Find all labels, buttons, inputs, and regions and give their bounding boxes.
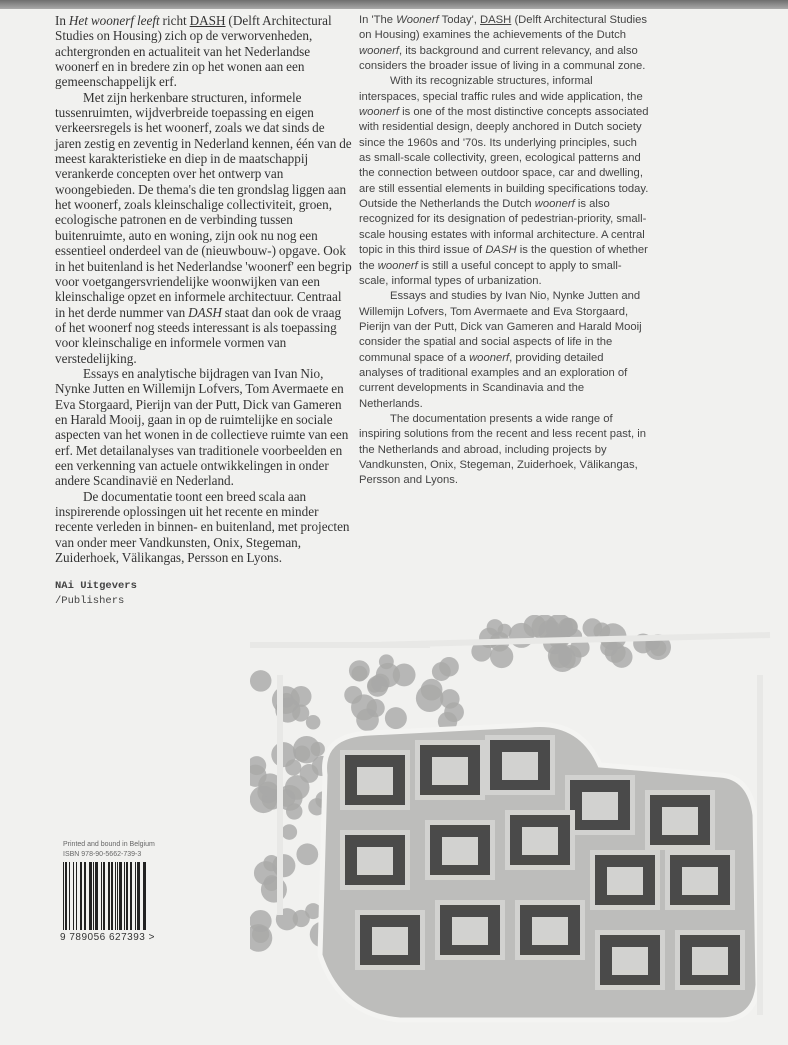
italic-text: woonerf	[359, 106, 400, 119]
text-segment: In 'The	[359, 14, 397, 26]
isbn: ISBN 978-90-5662-739-3	[63, 851, 142, 858]
barcode-bar	[63, 862, 64, 930]
text-segment: (Delft Architectural Studies on Housing) zich op de verworvenheden, achtergronden en actualiteit van het Nederlandse woonerf en in bredere zin op het wonen aan een gemeenschappelijk erf.	[55, 13, 332, 90]
barcode-bar	[117, 862, 118, 930]
tree	[250, 670, 271, 692]
tree	[490, 645, 513, 668]
text-segment: Today',	[438, 14, 481, 26]
paragraph	[359, 13, 651, 74]
text-segment: staat dan ook de vraag of het woonerf nog steeds interessant is als toepassing voor kleinschalige en informele vormen van verstedelijking.	[55, 304, 342, 366]
text-segment: , its background and current relevancy, and also considers the broader issue of living in a communal zone.	[359, 44, 646, 73]
text-segment: (Delft Architectural Studies on Housing) examines the achievements of the Dutch	[359, 14, 647, 42]
barcode-bar	[108, 862, 110, 930]
tree	[296, 844, 318, 866]
print-info	[63, 840, 155, 860]
text-segment: Essays en analytische bijdragen van Ivan Nio, Nynke Jutten en Willemijn Lofvers, Tom Avermaete en Eva Storgaard, Pierijn van der Putt, Dick van Gameren en Harald Mooij, gaan in op de ruimtelijke en sociale aspecten van het wonen in de collectieve ruimte van een erf. Met detailanalyses van traditionele voorbeelden en een verkenning van actuele ontwikkelingen in onder andere Scandinavië en Nederland.	[55, 365, 349, 489]
tree	[393, 664, 416, 687]
barcode-bar	[137, 862, 140, 930]
text-segment: De documentatie toont een breed scala aan inspirerende oplossingen uit het recente en minder recente verleden in binnen- en buitenland, met projecten van onder meer Vandkunsten, Onix, Stegeman, Zuiderhoek, Välikangas, Persson en Lyons.	[55, 488, 350, 566]
housing-block	[355, 875, 395, 885]
paragraph	[55, 90, 352, 366]
housing-block	[660, 835, 700, 845]
tree	[385, 708, 407, 730]
barcode-bar	[115, 862, 116, 930]
paragraph	[359, 74, 651, 289]
tree	[548, 644, 572, 668]
paragraph	[359, 412, 651, 489]
tree	[252, 926, 269, 943]
barcode-bar	[103, 862, 105, 930]
left-block	[55, 13, 352, 609]
underlined-text: DASH	[480, 14, 512, 26]
housing-block	[500, 780, 540, 790]
barcode-bar	[111, 862, 113, 930]
barcode-bar	[73, 862, 74, 930]
text-segment: is the question of whether the	[359, 244, 648, 272]
text-segment: The documentation presents a wide range of inspiring solutions from the recent and less recent past, in the Netherlands and abroad, including projects by Vandkunsten, Onix, Stegeman, Zuiderhoek, Välikangas, Persson and Lyons.	[359, 412, 647, 487]
tree	[371, 674, 389, 692]
text-segment: richt	[159, 13, 190, 28]
housing-block	[580, 820, 620, 830]
text-segment: Essays and studies by Ivan Nio, Nynke Jutten and Willemijn Lofvers, Tom Avermaete and Eva Storgaard, Pierijn van der Putt, Dick van Gameren and Harald Mooij consider the spatial and social aspects of life in the communal space of a	[359, 290, 642, 364]
printed-in: Printed and bound in Belgium	[63, 841, 155, 848]
housing-block	[370, 955, 410, 965]
housing-block	[690, 975, 730, 985]
tree	[311, 742, 325, 756]
underlined-text: DASH	[189, 13, 226, 28]
tree	[605, 642, 626, 663]
barcode-digits: 9 789056 627393 >	[60, 932, 155, 943]
text-segment: In	[55, 13, 69, 28]
dutch-blurb	[55, 13, 352, 565]
italic-text: DASH	[188, 304, 222, 320]
publisher-imprint	[55, 579, 352, 609]
italic-text: woonerf	[469, 351, 510, 364]
barcode-bar	[84, 862, 86, 930]
site-plan-image	[250, 615, 780, 1045]
text-segment: , providing detailed analyses of traditional examples and an exploration of current developments in Scandinavia and the Netherlands.	[359, 351, 628, 410]
housing-block	[430, 785, 470, 795]
text-segment: is also recognized for its designation of pedestrian-priority, small-scale housing estates with informal architecture. A central topic in this third issue of	[359, 198, 647, 257]
italic-text: woonerf	[534, 198, 575, 211]
text-segment: With its recognizable structures, informal interspaces, special traffic rules and wide application, the	[359, 75, 643, 103]
publisher-name: NAi Uitgevers	[55, 580, 137, 593]
paragraph	[55, 489, 352, 566]
tree	[344, 686, 362, 704]
tree	[439, 657, 459, 677]
text-segment: Met zijn herkenbare structuren, informele tussenruimten, wijdverbreide toepassing en eigen verkeersregels is het woonerf, zoals we dat sinds de jaren zestig en zeventig in Nederland kennen, één van de meest karakteristieke en diep in de maatschappij verankerde concepten over het ontwerp van woongebieden. De thema's die ten grondslag liggen aan het woonerf, zoals kleinschalige collectiviteit, groen, ecologische patronen en de verbinding tussen buitenruimte, auto en woning, zijn ook nu nog een essentieel onderdeel van de (nieuwbouw-) opgave. Ook in het buitenland is het Nederlandse 'woonerf' een begrip voor voetgangersvriendelijke woonwijken van een kleinschalige opzet en informele architectuur. Centraal in het derde nummer van	[55, 89, 352, 320]
text-segment: is one of the most distinctive concepts associated with residential design, deeply anchored in Dutch society since the 1960s and '70s. Its underlying principles, such as small-scale collectivity, green, ecological patterns and the connection between outdoor space, car and dwelling, are still essential elements in building specifications today. Outside the Netherlands the Dutch	[359, 106, 649, 211]
tree	[352, 666, 368, 682]
italic-text: woonerf	[359, 44, 400, 57]
barcode-bar	[101, 862, 102, 930]
housing-block	[605, 895, 645, 905]
tree	[444, 703, 464, 723]
barcode-bar	[119, 862, 122, 930]
housing-block	[355, 795, 395, 805]
italic-text: Het woonerf leeft	[68, 13, 160, 28]
barcode-bar	[80, 862, 82, 930]
paragraph	[359, 289, 651, 412]
top-edge-band	[0, 0, 788, 9]
text-segment: is still a useful concept to apply to small-scale, informal types of urbanization.	[359, 259, 622, 287]
barcode-bar	[135, 862, 136, 930]
housing-block	[680, 895, 720, 905]
tree	[254, 861, 278, 885]
tree	[416, 685, 444, 713]
barcode-icon	[62, 862, 150, 930]
barcode-bar	[95, 862, 98, 930]
barcode-bar	[130, 862, 132, 930]
italic-text: Woonerf	[396, 14, 439, 26]
tree	[356, 709, 379, 732]
barcode-bar	[124, 862, 125, 930]
barcode-bar	[93, 862, 94, 930]
publisher-subtitle: /Publishers	[55, 595, 125, 608]
tree	[306, 715, 321, 730]
paragraph	[55, 366, 352, 489]
barcode-bar	[65, 862, 67, 930]
housing-block	[520, 855, 560, 865]
barcode-bar	[76, 862, 77, 930]
barcode-bar	[126, 862, 128, 930]
barcode-bar	[69, 862, 70, 930]
paragraph	[55, 13, 352, 90]
english-blurb	[359, 13, 651, 489]
housing-block	[610, 975, 650, 985]
tree	[282, 825, 298, 841]
housing-block	[450, 945, 490, 955]
housing-block	[440, 865, 480, 875]
italic-text: woonerf	[377, 259, 418, 272]
barcode-bar	[143, 862, 146, 930]
italic-text: DASH	[485, 244, 517, 257]
barcode-bar	[89, 862, 92, 930]
tree	[285, 760, 301, 776]
housing-block	[530, 945, 570, 955]
